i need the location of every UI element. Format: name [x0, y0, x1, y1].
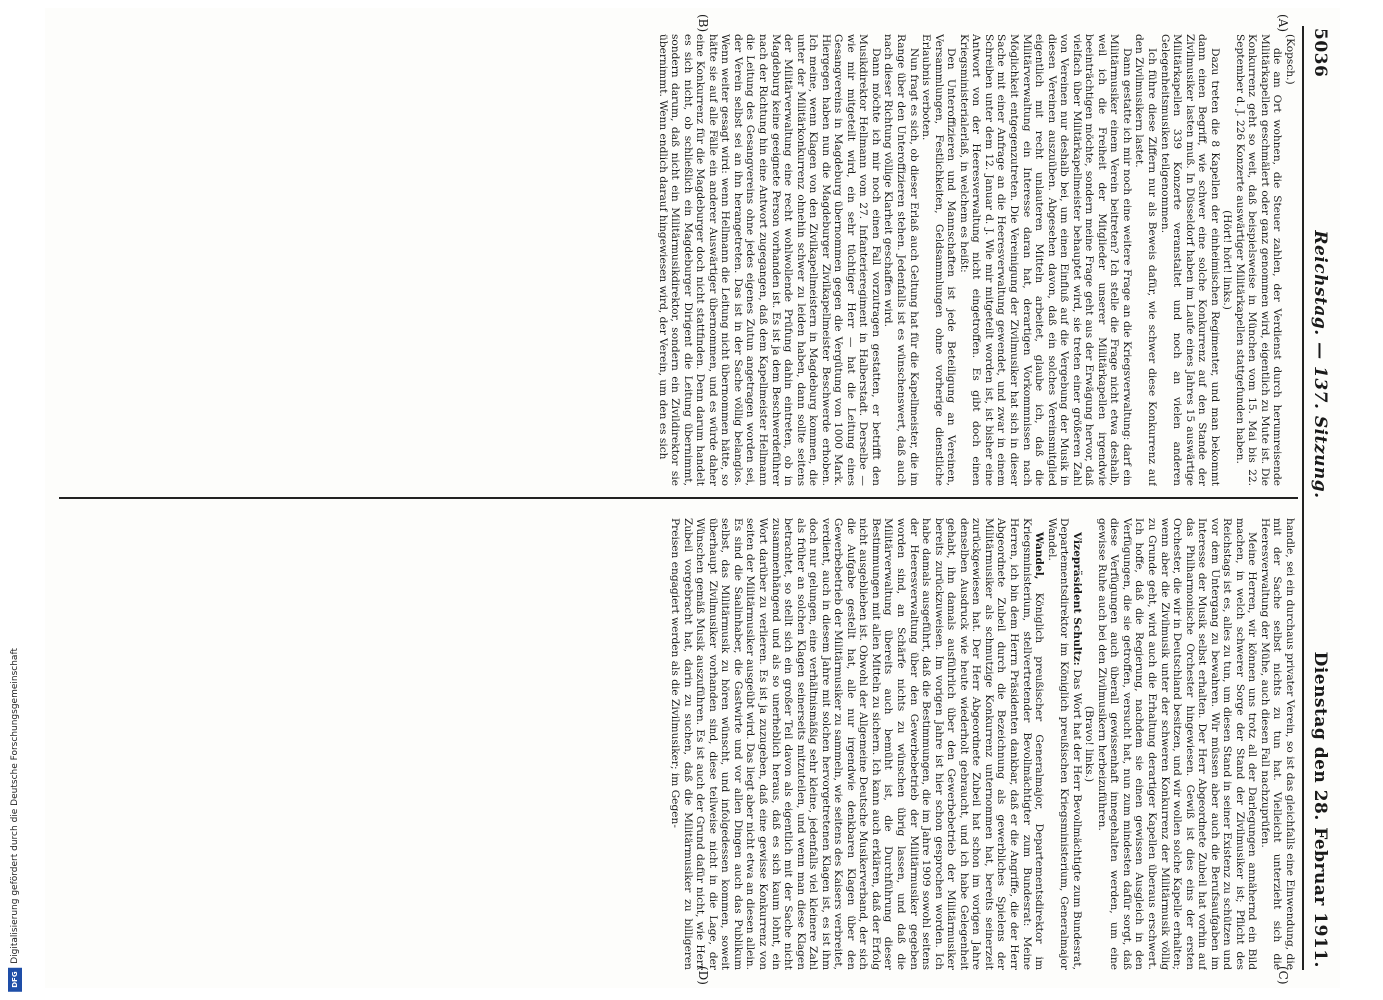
- paragraph-text: (Kopsch.): [1284, 34, 1296, 85]
- header-rule: [1302, 26, 1304, 970]
- column-divider: [59, 497, 1298, 499]
- paragraph-text: die am Ort wohnen, die Steuer zahlen, der Verdienst durch herumreisende Militärkapellen geschmälert oder ganz genommen wird, eigentlich zu Mute ist. Die Konkurrenz geht so weit, daß beispielsweise in München vom 15. Mai bis 22. September d. J. 226 Konzerte auswärtiger Militärkapellen stattgefunden haben.: [1233, 34, 1284, 486]
- speaker-name: Wandel,: [1033, 532, 1046, 580]
- interjection: [1221, 34, 1234, 486]
- margin-marker-d: (D): [696, 966, 710, 985]
- paragraph: [1158, 34, 1221, 486]
- paragraph: [1258, 518, 1296, 970]
- paragraph-text: (Bravo! links.): [1083, 705, 1096, 783]
- page-header: [1308, 28, 1332, 968]
- paragraph-text: Nun fragt es sich, ob dieser Erlaß auch Geltung hat für die Kapellmeister, die im Range über den Unteroffizieren stehen. Jedenfalls ist es wünschenswert, daß auch nach dieser Richtung völlige Klarheit geschaffen wird.: [882, 34, 920, 486]
- paragraph: [1045, 518, 1083, 970]
- paragraph-text: Ich führe diese Ziffern nur als Beweis dafür, wie schwer diese Konkurrenz auf den Zivilmusikern lastet.: [1133, 34, 1158, 486]
- paragraph-text: Dann möchte ich mir noch einen Fall vorzutragen gestatten, er betrifft den Musikdirektor Hellmann vom 27. Infanterieregiment in Halberstadt. Derselbe — wie mir mitgeteilt wird, ein sehr tüchtiger Herr — hat die Leitung eines Gesangvereins in Magdeburg übernommen gegen die Vergütung von 1000 Mark. Hiergegen haben nun die Magdeburger Zivilkapellmeister Beschwerde erhoben. Ich meine, wenn Klagen von den Zivilkapellmeistern in Magdeburg kommen, die unter der Militärkonkurrenz ohnehin schwer zu leiden haben, dann sollte seitens der Militärverwaltung eine recht wohlwollende Prüfung dahin eintreten, ob in Magdeburg keine geeignete Person vorhanden ist. Es ist ja dem Beschwerdeführer nach der Richtung hin eine Antwort zugegangen, daß dem Kapellmeister Hellmann die Leitung des Gesangvereins ohne jedes eigenes Zutun angetragen worden sei, der Verein selbst sei an ihn herangetreten. Das ist in der Sache völlig belanglos. Wenn weiter gesagt wird: wenn Hellmann die Leitung nicht übernommen hätte, so hätte sie auf alle Fälle ein anderer Auswärtiger übernommen, und es würde daher eine Konkurrenz für die Magdeburger doch nicht stattfinden. Denn darum handelt es sich nicht, ob schließlich ein Magdeburger Dirigent die Leitung übernimmt, sondern darum, daß nicht ein Militärmusikdirektor, sondern ein Zivildirektor sie übernimmt. Wenn endlich darauf hingewiesen wird, der Verein, um den es sich: [656, 34, 882, 486]
- paragraph: [1233, 34, 1283, 486]
- paragraph: [1095, 518, 1258, 970]
- paragraph-text: handle, sei ein durchaus privater Verein, so ist das gleichfalls eine Einwendung, die mit der Sache selbst nichts zu tun hat. Vielleicht unterzieht sich die Heeresverwaltung der Mühe, auch diesen Fall nachzuprüfen.: [1258, 518, 1296, 970]
- paragraph: [1283, 34, 1296, 486]
- paragraph-text: (Hört! hört! links.): [1221, 210, 1234, 310]
- caption-text: Digitalisierung gefördert durch die Deutsche Forschungsgemeinschaft: [10, 648, 20, 964]
- page-number: 5036: [1310, 28, 1330, 78]
- paragraph: [957, 34, 1133, 486]
- margin-marker-b: (B): [696, 14, 710, 33]
- speaker-name: Vizepräsident Schultz:: [1070, 532, 1083, 666]
- margin-marker-a: (A): [1276, 14, 1290, 33]
- page: [45, 8, 1340, 988]
- dfg-logo: DFG: [8, 968, 22, 992]
- paragraph: [656, 34, 882, 486]
- paragraph: [1133, 34, 1158, 486]
- paragraph: [669, 518, 1045, 970]
- right-column: [61, 518, 1296, 970]
- paragraph-text: Den Unteroffizieren und Mannschaften ist jede Beteiligung an Vereinen, Versammlungen, Festlichkeiten, Geldsammlungen ohne vorherige dienstliche Erlaubnis verboten.: [920, 34, 958, 486]
- margin-marker-c: (C): [1276, 966, 1290, 985]
- left-column: [61, 34, 1296, 486]
- paragraph-text: Dazu treten die 8 Kapellen der einheimischen Regimenter, und man bekommt dann einen Begriff, wie schwer eine solche Konkurrenz auf den Stande der Zivilmusiker lasten muß. In Düsseldorf haben im Laufe eines Jahres 15 auswärtige Militärkapellen 339 Konzerte veranstaltet und noch an vielen anderen Gelegenheitsmusiken teilgenommen.: [1158, 34, 1221, 486]
- header-date: Dienstag den 28. Februar 1911.: [1310, 651, 1330, 968]
- paragraph-text: Königlich preußischer Generalmajor, Departementsdirektor im Kriegsministerium, stellvertretender Bevollmächtigter zum Bundesrat: Meine Herren, ich bin dem Herrn Präsidenten dankbar, daß er die Angriffe, die der Herr Abgeordnete Zubeil durch die Bezeichnung als gewerbliches Spielens der Militärmusiker als schmutzige Konkurrenz unternommen hat, bereits seinerzeit zurückgewiesen hat. Der Herr Abgeordnete Zubeil hat schon im vorigen Jahre denselben Ausdruck wie heute wiederholt gebraucht, und ich habe Gelegenheit gehabt, ihn damals ausführlich über den Gewerbebetrieb der Militärmusiker bereits zurückzuweisen. Im vorigen Jahre ist hier schon gesprochen worden. Ich habe damals ausgeführt, daß die Bestimmungen, die im Jahre 1909 sowohl seitens der Heeresverwaltung über den Gewerbebetrieb der Militärmusiker gegeben worden sind, an Schärfe nichts zu wünschen übrig lassen, und daß die Militärverwaltung übereits auch bemüht ist, die Durchführung dieser Bestimmungen mit allen Mitteln zu sichern. Ich kann auch erklären, daß der Erfolg nicht ausgeblieben ist. Obwohl der Allgemeine Deutsche Musikerverband, der sich die Aufgabe gestellt hat, alle nur irgendwie denkbaren Klagen über den Gewerbebetrieb der Militärmusiker zu sammeln, wie seitens des Kaisers verbreitet, verdient, auch in diesem Jahre mit solchen hervorgetretenen Klagen ist, es ist ihm doch nur gelungen, eine verhältnismäßig sehr kleine, jedenfalls viel kleinere Zahl als früher an solchen Klagen seinerseits mitzuteilen, und wenn man diese Klagen betrachtet, so stellt sich ein großer Teil davon als eigentlich mit der Sache nicht zusammenhängend und als so unerheblich heraus, daß es sich kaum lohnt, ein Wort darüber zu verlieren. Es ist ja zuzugeben, daß eine gewisse Konkurrenz von seiten der Militärmusiker ausgeübt wird. Das liegt aber nicht etwa an diesen allein. Es sind die Saalinhaber, die Gastwirte und vor allen Dingen auch das Publikum selbst, das Militärmusik zu hören wünscht, und infolgedessen kommen, soweit überhaupt Zivilmusiker vorhanden sind, diese teilweise nicht in die Lage, der Wünschen gemäß Musik auszuführen. Es ist auch der Grund dafür nicht, wie Herr Zubeil vorgebracht hat, darin zu suchen, daß die Militärmusiker zu billigeren Preisen engagiert werden als die Zivilmusiker; im Gegen-: [669, 518, 1046, 970]
- digitization-caption: [8, 648, 22, 992]
- interjection: [1083, 518, 1096, 970]
- paragraph-text: Dann gestatte ich mir noch eine weitere Frage an die Kriegsverwaltung: darf ein Militärmusiker einem Verein beitreten? Ich stelle die Frage nicht etwa deshalb, weil ich die Freiheit der Mitglieder unserer Militärkapellen irgendwie beeinträchtigen möchte, sondern meine Frage geht aus der Erwägung hervor, daß vielfach über Militärkapellmeister behauptet wird, sie treten einer größeren Zahl von Vereinen nur deshalb bei, um einen Einfluß auf die Vergebung der Musik in diesen Vereinen auszuüben. Abgesehen davon, daß ein solches Vereinsmitglied eigentlich mit recht unlauteren Mitteln arbeitet, glaube ich, daß die Militärverwaltung ein Interesse daran hat, derartigen Vorkommnissen nach Möglichkeit entgegenzutreten. Die Vereinigung der Zivilmusiker hat sich in dieser Sache mit einer Anfrage an die Heeresverwaltung gewendet, und zwar in einem Schreiben unter dem 12. Januar d. J. Wie mir mitgeteilt worden ist, ist bisher eine Antwort von der Heeresverwaltung nicht eingetroffen. Es gibt doch einen Kriegsministerialerlaß, in welchem es heißt:: [957, 34, 1133, 486]
- paragraph-text: Meine Herren, wir können uns trotz all der Darlegungen annähernd ein Bild machen, in welch schwerer Sorge der Stand der Zivilmusiker ist; Pflicht des Reichstags ist es, alles zu tun, um diesen Stand in seiner Existenz zu schützen und vor dem Untergang zu bewahren. Wir müssen aber auch die Berufsaufgaben im Interesse der Musik selbst erhalten. Der Herr Abgeordnete Zubeil hat vorhin auf das Philharmonische Orchester hingewiesen. Gewiß ist dies eins der ersten Orchester, die wir in Deutschland besitzen, und wir wollen solche Kapelle erhalten; wenn aber die Zivilmusik unter der schweren Konkurrenz der Militärmusik völlig zu Grunde geht, wird auch die Erhaltung derartiger Kapellen überaus erschwert. Ich hoffe, daß die Regierung, nachdem sie einen gewissen Ausgleich in den Verfügungen, die sie getroffen, versucht hat, nun zum mindesten dafür sorgt, daß diese Verfügungen auch überall gewissenhaft innegehalten werden, um eine gewisse Ruhe auch bei den Zivilmusikern herbeizuführen.: [1095, 518, 1259, 970]
- header-title: Reichstag. — 137. Sitzung.: [1310, 230, 1330, 499]
- paragraph: [920, 34, 958, 486]
- paragraph-text: Das Wort hat der Herr Bevollmächtigte zum Bundesrat, Departementsdirektor im Königlich preußischen Kriegsministerium, Generalmajor Wandel.: [1045, 518, 1083, 970]
- paragraph: [882, 34, 920, 486]
